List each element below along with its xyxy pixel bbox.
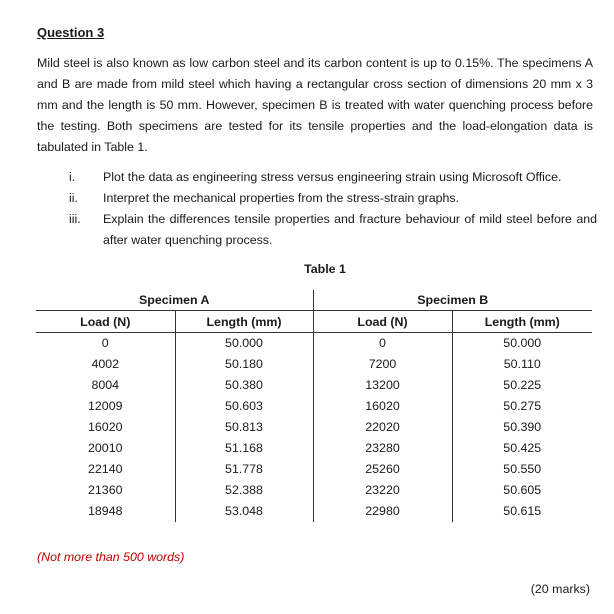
table-column-header-row [36,311,592,333]
table-row [36,417,592,438]
table-group-header-row [36,290,592,311]
cell-load-a: 20010 [88,441,123,455]
task-list [37,167,597,251]
cell-length-b: 50.425 [452,438,592,459]
table-row [36,375,592,396]
table-row [36,396,592,417]
table-row [36,333,592,355]
cell-length-a: 50.380 [175,375,313,396]
question-title: Question 3 [37,25,105,40]
cell-length-b: 50.390 [452,417,592,438]
cell-length-a: 50.813 [175,417,313,438]
question-intro: Mild steel is also known as low carbon steel and its carbon content is up to 0.15%. The specimens A and B are made from mild steel which having a rectangular cross section of dimensions 20 mm x 3 mm and the length is 50 mm. However, specimen B is treated with water quenching process before the testing. Both specimens are tested for its tensile properties and the load-elongation data is tabulated in Table 1. [37,56,593,154]
cell-length-b: 50.225 [452,375,592,396]
cell-length-a: 50.000 [175,333,313,355]
cell-load-a: 0 [101,336,109,350]
cell-length-b: 50.275 [452,396,592,417]
task-text: Plot the data as engineering stress versus engineering strain using Microsoft Office. [103,170,562,184]
cell-load-b: 25260 [313,459,452,480]
table-row [36,480,592,501]
group-header-specimen-a: Specimen A [36,290,313,311]
task-item [37,188,597,209]
table-row [36,438,592,459]
task-text: Explain the differences tensile properties and fracture behaviour of mild steel before and after water quenching process. [103,212,597,247]
cell-load-b: 7200 [313,354,452,375]
table-row [36,501,592,522]
column-header-load-a: Load (N) [36,311,175,333]
cell-length-b: 50.110 [452,354,592,375]
task-number: ii. [69,191,78,205]
table-row [36,459,592,480]
task-item [37,209,597,251]
column-header-length-a: Length (mm) [175,311,313,333]
cell-length-a: 52.388 [175,480,313,501]
cell-load-a: 8004 [91,378,120,392]
cell-load-b: 22980 [313,501,452,522]
cell-load-a: 12009 [88,399,123,413]
data-table [36,290,592,522]
cell-length-b: 50.550 [452,459,592,480]
column-header-load-b: Load (N) [313,311,452,333]
task-item [37,167,597,188]
cell-length-a: 50.180 [175,354,313,375]
cell-load-a: 21360 [88,483,123,497]
cell-length-b: 50.605 [452,480,592,501]
group-header-specimen-b: Specimen B [313,290,592,311]
cell-length-b: 50.615 [452,501,592,522]
cell-length-a: 53.048 [175,501,313,522]
marks-label: (20 marks) [530,582,590,596]
task-number: iii. [69,212,81,226]
cell-load-b: 0 [313,333,452,355]
cell-length-a: 51.168 [175,438,313,459]
cell-length-b: 50.000 [452,333,592,355]
cell-length-a: 51.778 [175,459,313,480]
task-number: i. [69,170,76,184]
cell-load-a: 18948 [88,504,123,518]
table-row [36,354,592,375]
cell-load-a: 22140 [88,462,123,476]
cell-length-a: 50.603 [175,396,313,417]
task-text: Interpret the mechanical properties from the stress-strain graphs. [103,191,460,205]
cell-load-a: 16020 [88,420,123,434]
cell-load-b: 13200 [313,375,452,396]
column-header-length-b: Length (mm) [452,311,592,333]
table-caption: Table 1 [304,262,346,276]
cell-load-a: 4002 [91,357,120,371]
cell-load-b: 16020 [313,396,452,417]
word-limit-note: (Not more than 500 words) [37,550,185,564]
cell-load-b: 22020 [313,417,452,438]
cell-load-b: 23220 [313,480,452,501]
cell-load-b: 23280 [313,438,452,459]
